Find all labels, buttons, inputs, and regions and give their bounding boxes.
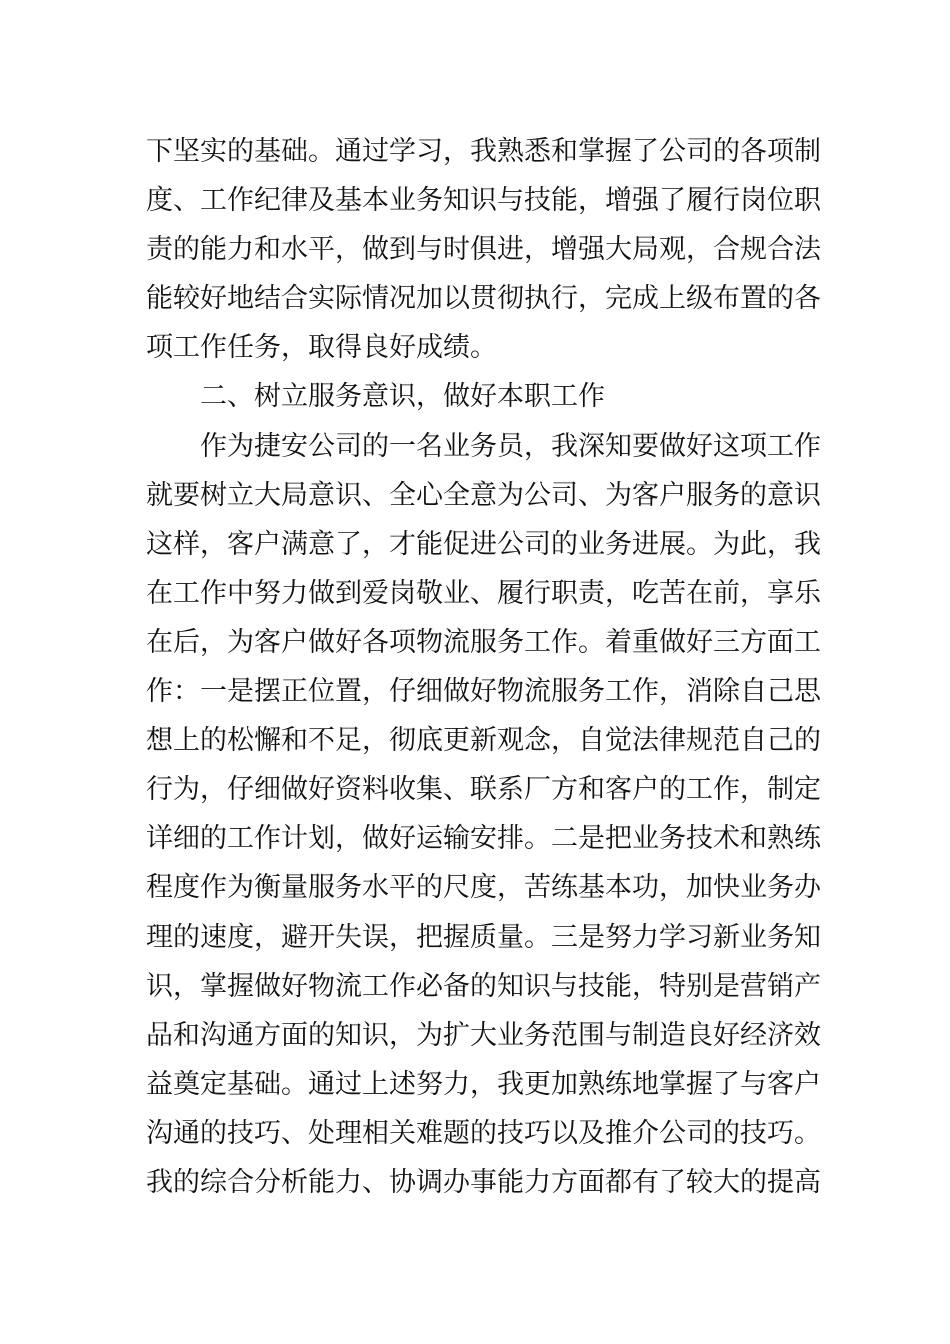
paragraph-line: 这样，客户满意了，才能促进公司的业务进展。为此，我: [146, 528, 821, 560]
paragraph-line: 就要树立大局意识、全心全意为公司、为客户服务的意识: [146, 479, 821, 511]
paragraph-line: 能较好地结合实际情况加以贯彻执行，完成上级布置的各: [146, 283, 821, 315]
paragraph-line: 沟通的技巧、处理相关难题的技巧以及推介公司的技巧。: [146, 1117, 821, 1149]
paragraph-line: 在工作中努力做到爱岗敬业、履行职责，吃苦在前，享乐: [146, 577, 821, 609]
paragraph-line: 识，掌握做好物流工作必备的知识与技能，特别是营销产: [146, 970, 821, 1002]
paragraph-line: 责的能力和水平，做到与时俱进，增强大局观，合规合法: [146, 234, 821, 266]
paragraph-line: 在后，为客户做好各项物流服务工作。着重做好三方面工: [146, 626, 821, 658]
paragraph-line: 品和沟通方面的知识，为扩大业务范围与制造良好经济效: [146, 1019, 821, 1051]
document-body: [146, 127, 821, 1207]
paragraph-line: 下坚实的基础。通过学习，我熟悉和掌握了公司的各项制: [146, 136, 821, 167]
paragraph-line: 作：一是摆正位置，仔细做好物流服务工作，消除自己思: [146, 676, 821, 708]
paragraph-line: 行为，仔细做好资料收集、联系厂方和客户的工作，制定: [146, 774, 821, 806]
paragraph-line: 益奠定基础。通过上述努力，我更加熟练地掌握了与客户: [146, 1068, 821, 1100]
paragraph-line: 想上的松懈和不足，彻底更新观念，自觉法律规范自己的: [146, 725, 821, 757]
paragraph-line: 我的综合分析能力、协调办事能力方面都有了较大的提高: [146, 1166, 821, 1198]
paragraph-line: 程度作为衡量服务水平的尺度，苦练基本功，加快业务办: [146, 872, 821, 904]
paragraph-line: 理的速度，避开失误，把握质量。三是努力学习新业务知: [146, 921, 821, 953]
paragraph-line: 度、工作纪律及基本业务知识与技能，增强了履行岗位职: [146, 185, 821, 217]
section-heading: 二、树立服务意识，做好本职工作: [200, 381, 605, 413]
paragraph-line: 项工作任务，取得良好成绩。: [146, 332, 497, 364]
paragraph-first-line: 作为捷安公司的一名业务员，我深知要做好这项工作: [200, 430, 821, 462]
paragraph-line: 详细的工作计划，做好运输安排。二是把业务技术和熟练: [146, 823, 821, 855]
